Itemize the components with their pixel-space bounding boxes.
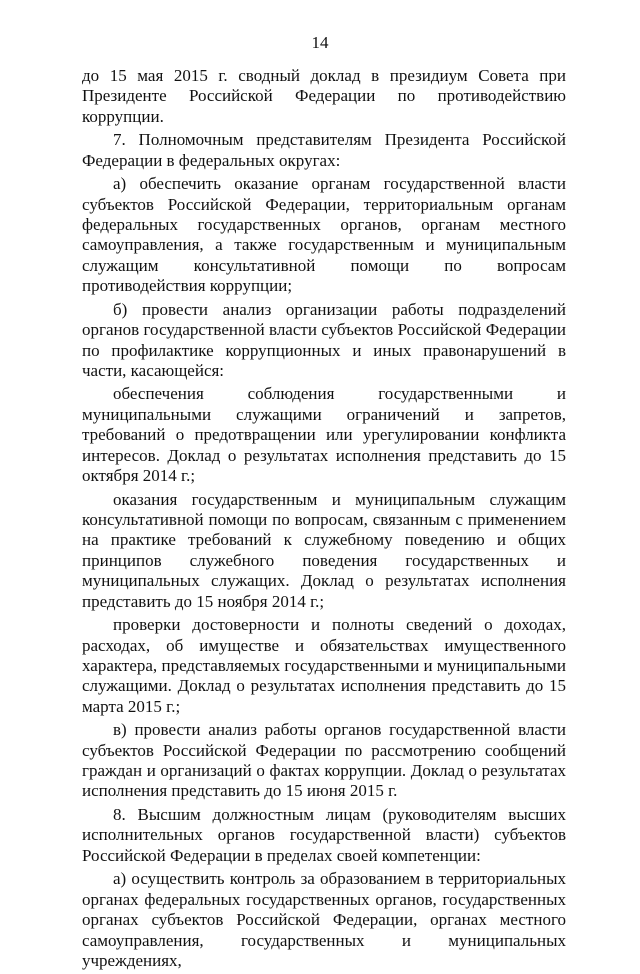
paragraph-item-7c: в) провести анализ работы органов государственной власти субъектов Российской Федерации по рассмотрению сообщений граждан и организаций о фактах коррупции. Доклад о результатах исполнения представить до 15 июня 2015 г. (82, 720, 566, 801)
paragraph-item-8a: а) осуществить контроль за образованием в территориальных органах федеральных государственных органов, государственных органах субъектов Российской Федерации, органах местного самоуправления, государственных и муниципальных учреждениях, (82, 869, 566, 970)
paragraph-item-7a: а) обеспечить оказание органам государственной власти субъектов Российской Федерации, территориальным органам федеральных государственных органов, органам местного самоуправления, а также государственным и муниципальным служащим консультативной помощи по вопросам противодействия коррупции; (82, 174, 566, 296)
paragraph-item-7: 7. Полномочным представителям Президента Российской Федерации в федеральных округах: (82, 130, 566, 170)
paragraph-item-7b-verification: проверки достоверности и полноты сведений о доходах, расходах, об имуществе и обязательствах имущественного характера, представляемых государственными и муниципальными служащими. Доклад о результатах исполнения представить до 15 марта 2015 г.; (82, 615, 566, 716)
paragraph-item-7b-compliance: обеспечения соблюдения государственными и муниципальными служащими ограничений и запретов, требований о предотвращении или урегулировании конфликта интересов. Доклад о результатах исполнения представить до 15 октября 2014 г.; (82, 384, 566, 486)
paragraph-report-deadline: до 15 мая 2015 г. сводный доклад в президиум Совета при Президенте Российской Федерации по противодействию коррупции. (82, 66, 566, 126)
paragraph-item-8: 8. Высшим должностным лицам (руководителям высших исполнительных органов государственной власти) субъектов Российской Федерации в пределах своей компетенции: (82, 804, 566, 865)
paragraph-item-7b-consulting: оказания государственным и муниципальным служащим консультативной помощи по вопросам, связанным с применением на практике требований к служебному поведению и общих принципов служебного поведения государственных и муниципальных служащих. Доклад о результатах исполнения представить до 15 ноября 2014 г.; (82, 489, 566, 611)
document-body (82, 66, 566, 974)
paragraph-item-7b: б) провести анализ организации работы подразделений органов государственной власти субъектов Российской Федерации по профилактике коррупционных и иных правонарушений в части, касающейся: (82, 299, 566, 380)
page-number: 14 (311, 33, 329, 52)
